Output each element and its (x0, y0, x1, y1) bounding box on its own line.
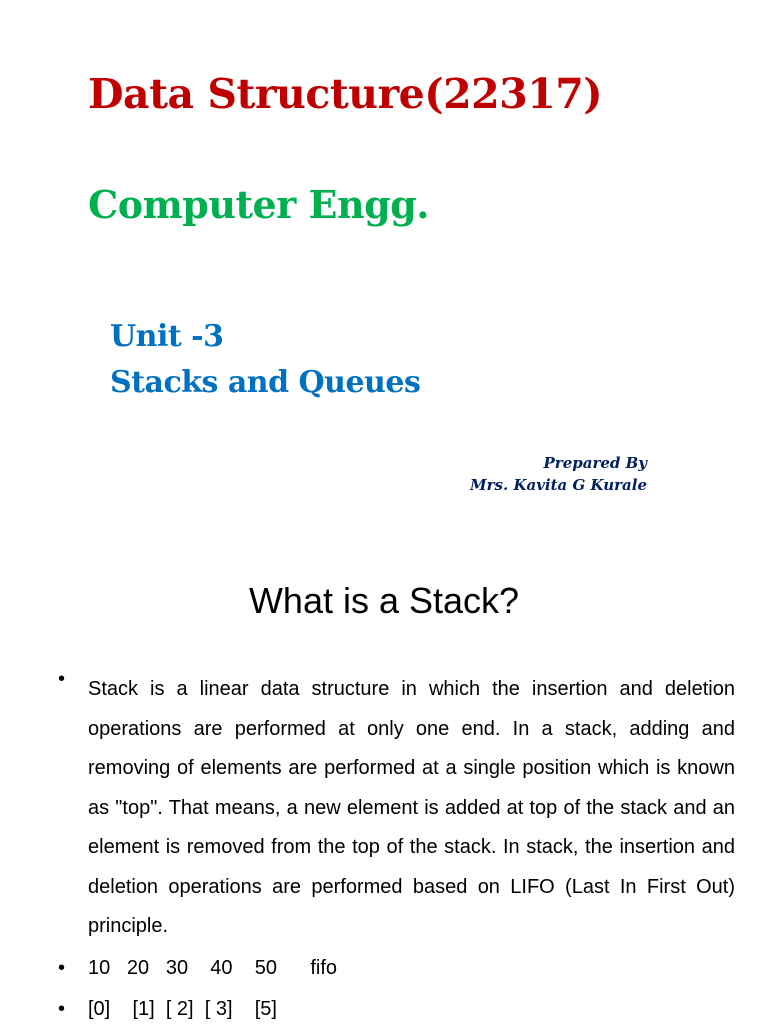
stack-definition-slide (0, 550, 768, 1024)
author-name: Mrs. Kavita G Kurale (470, 476, 647, 494)
list-item (58, 990, 735, 1029)
list-item (58, 670, 735, 947)
list-item (58, 949, 735, 988)
unit-topic: Stacks and Queues (110, 365, 421, 400)
bullet-list (58, 668, 735, 1031)
course-title: Data Structure(22317) (88, 70, 603, 118)
author-credit (470, 452, 647, 496)
unit-heading (110, 314, 420, 406)
prepared-by-label: Prepared By (543, 454, 647, 472)
department-subtitle: Computer Engg. (88, 182, 429, 227)
slide-title: What is a Stack? (248, 580, 520, 621)
bullet-icon: • (58, 997, 66, 1020)
bullet-icon: • (58, 668, 66, 690)
bullet-icon: • (58, 956, 66, 979)
stack-definition-text: Stack is a linear data structure in which the insertion and deletion operations are performed at only one end. In a stack, adding and removing of elements are performed at a single position which is known as "top". That means, a new element is added at top of the stack and an element is removed from the top of the stack. In stack, the insertion and deletion operations are performed based on LIFO (Last In First Out) principle. (88, 678, 735, 937)
unit-number: Unit -3 (110, 319, 224, 354)
stack-values-text: 10 20 30 40 50 fifo (88, 956, 338, 979)
stack-indices-text: [0] [1] [ 2] [ 3] [5] (88, 997, 277, 1020)
